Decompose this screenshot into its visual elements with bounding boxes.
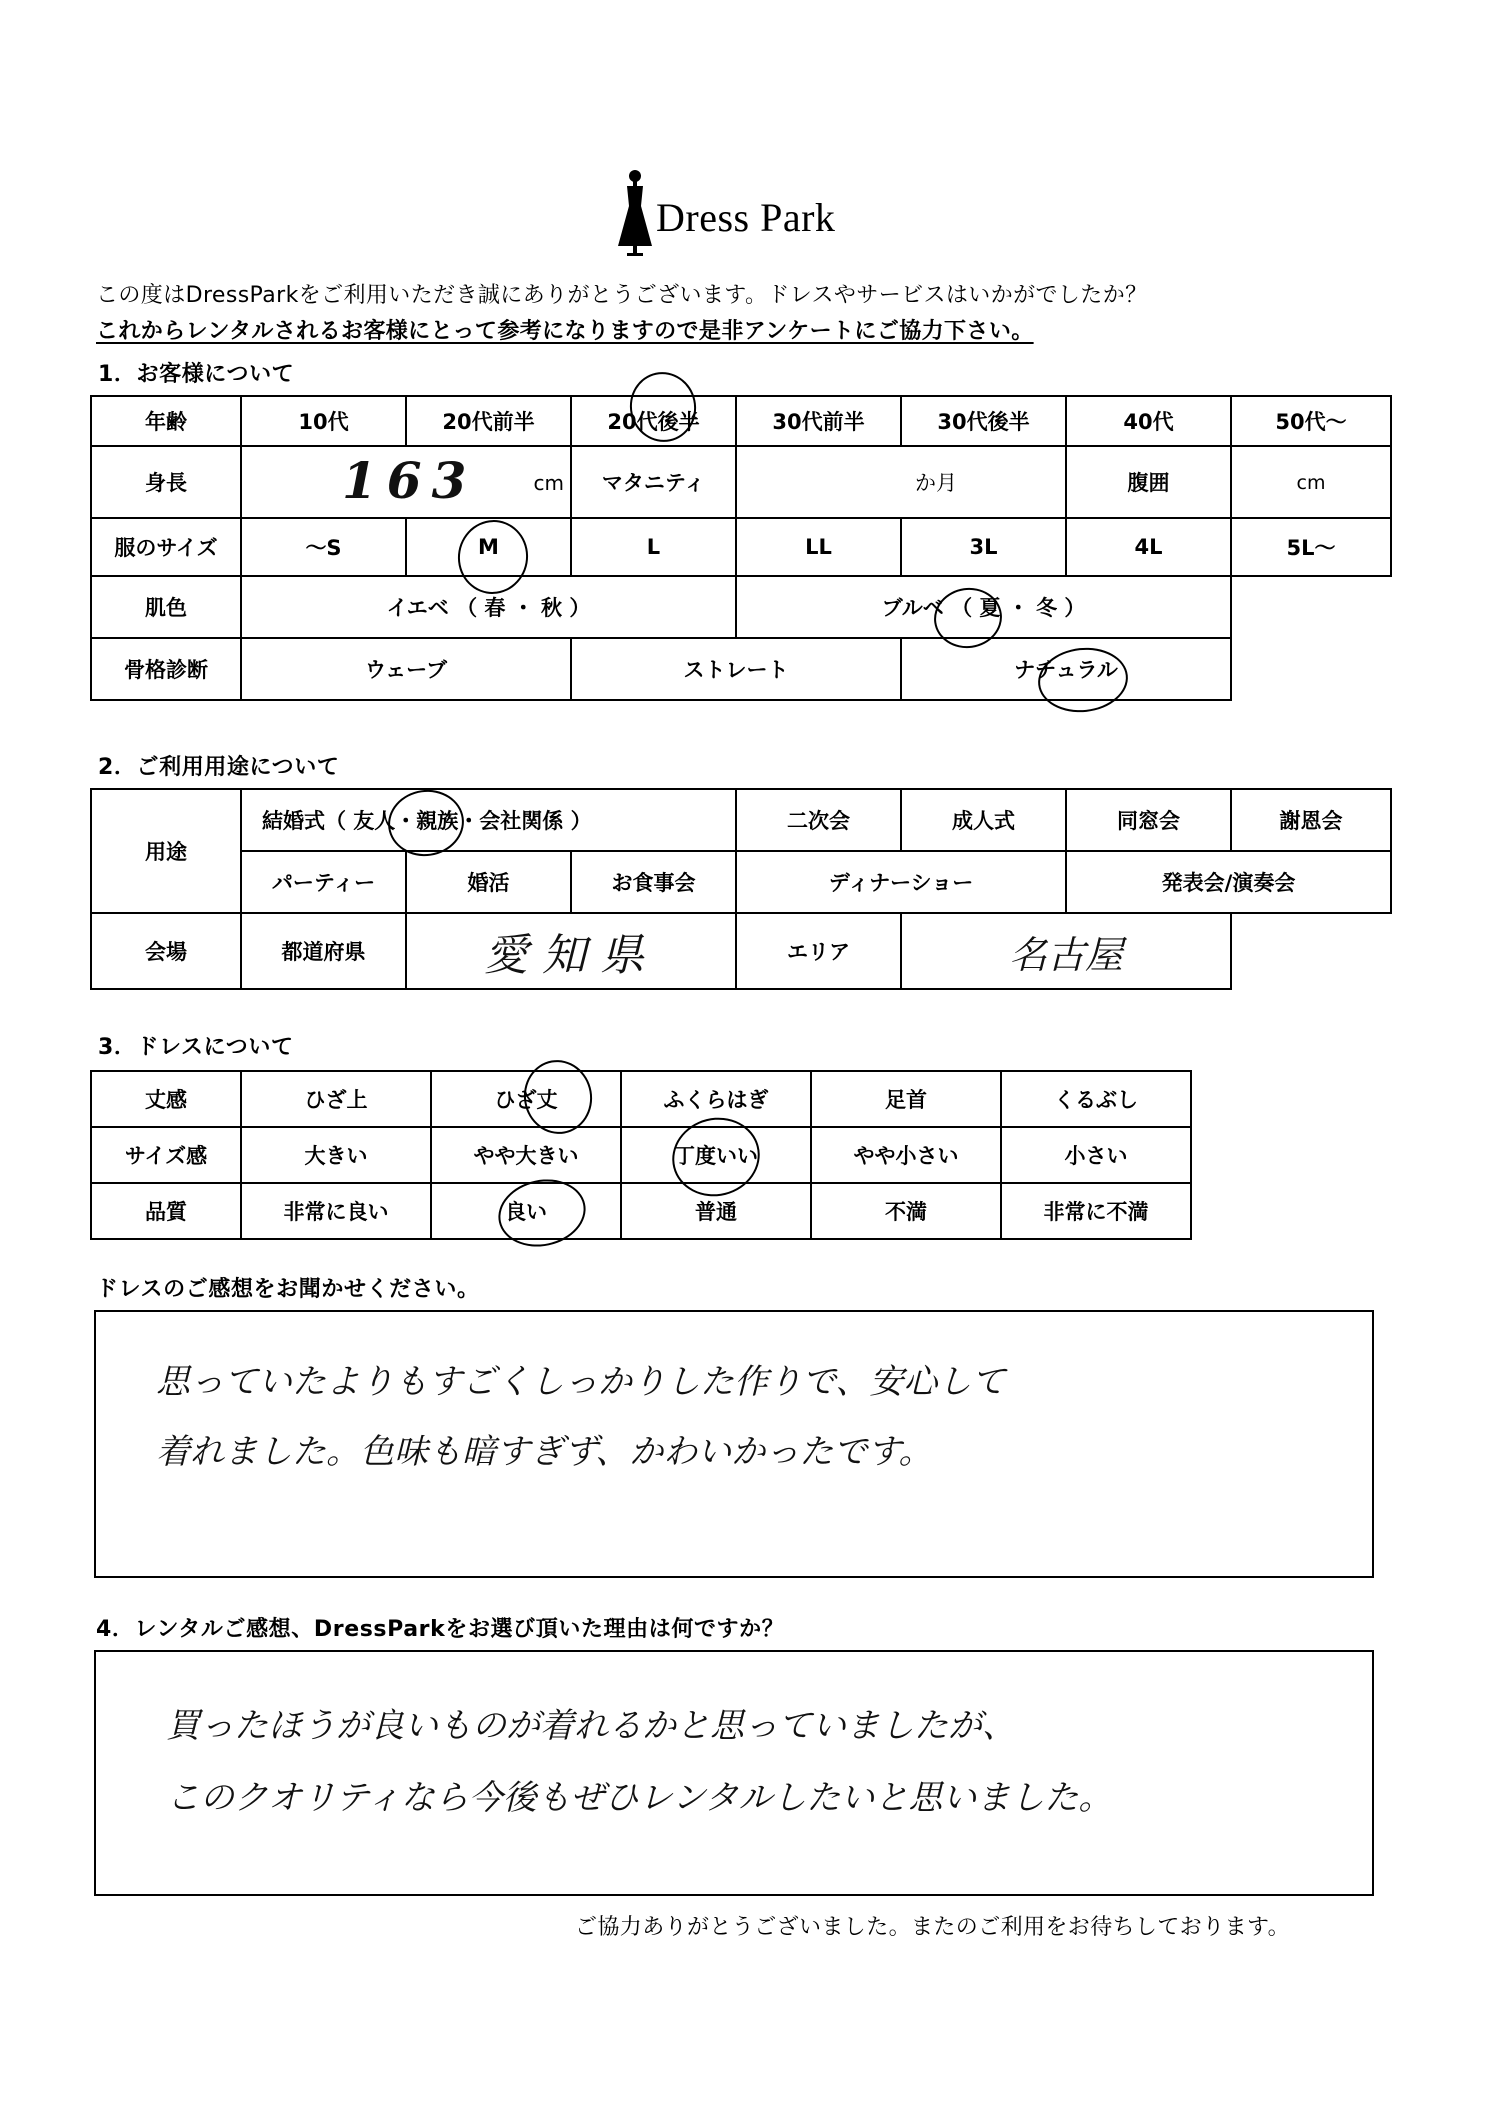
area-label: エリア	[736, 913, 901, 989]
size-option[interactable]: 4L	[1066, 518, 1231, 576]
height-label: 身長	[91, 446, 241, 518]
purpose-label: 用途	[91, 789, 241, 913]
fit-option-selected[interactable]: 丁度いい	[621, 1127, 811, 1183]
length-row	[91, 1071, 1191, 1127]
impressions-line-2: 着れました。色味も暗すぎず、かわいかったです。	[156, 1432, 933, 1472]
fit-option[interactable]: 大きい	[241, 1127, 431, 1183]
waist-label: 腹囲	[1066, 446, 1231, 518]
impressions-box[interactable]	[94, 1310, 1374, 1578]
reason-line-1: 買ったほうが良いものが着れるかと思っていましたが、	[166, 1706, 1016, 1746]
footer-thanks: ご協力ありがとうございました。またのご利用をお待ちしております。	[575, 1915, 1291, 1940]
skeleton-option[interactable]: ストレート	[571, 638, 901, 700]
quality-row	[91, 1183, 1191, 1239]
quality-option[interactable]: 不満	[811, 1183, 1001, 1239]
area-value: 名古屋	[1009, 932, 1124, 977]
size-option[interactable]: 5L～	[1231, 518, 1391, 576]
age-option[interactable]: 10代	[241, 396, 406, 446]
size-option[interactable]: 3L	[901, 518, 1066, 576]
skeleton-row	[91, 638, 1391, 700]
intro-request: これからレンタルされるお客様にとって参考になりますので是非アンケートにご協力下さい。	[96, 319, 1034, 344]
fit-label: サイズ感	[91, 1127, 241, 1183]
length-option-selected[interactable]: ひざ丈	[431, 1071, 621, 1127]
age-row	[91, 396, 1391, 446]
body-row	[91, 446, 1391, 518]
age-label: 年齢	[91, 396, 241, 446]
length-option[interactable]: ふくらはぎ	[621, 1071, 811, 1127]
reason-box[interactable]	[94, 1650, 1374, 1896]
purpose-option[interactable]: お食事会	[571, 851, 736, 913]
section4-title: 4．レンタルご感想、DressParkをお選び頂いた理由は何ですか？	[96, 1617, 785, 1642]
reason-line-2: このクオリティなら今後もぜひレンタルしたいと思いました。	[166, 1778, 1113, 1818]
size-option-selected[interactable]: M	[406, 518, 571, 576]
age-option[interactable]: 30代後半	[901, 396, 1066, 446]
height-value: 163	[342, 451, 477, 510]
fit-row	[91, 1127, 1191, 1183]
impressions-label: ドレスのご感想をお聞かせください。	[96, 1277, 480, 1302]
dress-logo-icon	[612, 168, 658, 258]
height-field[interactable]	[241, 446, 571, 518]
area-field[interactable]	[901, 913, 1231, 989]
quality-option[interactable]: 普通	[621, 1183, 811, 1239]
purpose-option[interactable]: 謝恩会	[1231, 789, 1391, 851]
purpose-option[interactable]: ディナーショー	[736, 851, 1066, 913]
intro-text: この度はDressParkをご利用いただき誠にありがとうございます。ドレスやサービスはいかがでしたか？	[96, 283, 1148, 308]
dress-table	[90, 1070, 1192, 1240]
purpose-row-1	[91, 789, 1391, 851]
venue-label: 会場	[91, 913, 241, 989]
fit-option[interactable]: やや大きい	[431, 1127, 621, 1183]
brand-name: Dress Park	[656, 195, 836, 240]
length-option[interactable]: くるぶし	[1001, 1071, 1191, 1127]
length-option[interactable]: ひざ上	[241, 1071, 431, 1127]
size-option[interactable]: LL	[736, 518, 901, 576]
section1-title: 1．お客様について	[98, 362, 295, 387]
purpose-option[interactable]: 発表会/演奏会	[1066, 851, 1391, 913]
section3-title: 3．ドレスについて	[98, 1035, 294, 1060]
maternity-label: マタニティ	[571, 446, 736, 518]
age-option[interactable]: 50代～	[1231, 396, 1391, 446]
customer-table	[90, 395, 1392, 701]
purpose-option[interactable]: パーティー	[241, 851, 406, 913]
age-option[interactable]: 30代前半	[736, 396, 901, 446]
purpose-wedding-option[interactable]: 結婚式（ 友人・親族・会社関係 ）	[241, 789, 736, 851]
skin-label: 肌色	[91, 576, 241, 638]
waist-field[interactable]	[1231, 446, 1391, 518]
age-option-selected[interactable]: 20代後半	[571, 396, 736, 446]
usage-table	[90, 788, 1392, 990]
purpose-option[interactable]: 同窓会	[1066, 789, 1231, 851]
quality-label: 品質	[91, 1183, 241, 1239]
skin-yellow-option[interactable]: イエベ （ 春 ・ 秋 ）	[241, 576, 736, 638]
size-option[interactable]: L	[571, 518, 736, 576]
prefecture-label: 都道府県	[241, 913, 406, 989]
size-row	[91, 518, 1391, 576]
skeleton-label: 骨格診断	[91, 638, 241, 700]
age-option[interactable]: 20代前半	[406, 396, 571, 446]
quality-option[interactable]: 非常に不満	[1001, 1183, 1191, 1239]
height-unit: cm	[533, 471, 564, 495]
quality-option[interactable]: 非常に良い	[241, 1183, 431, 1239]
skin-row	[91, 576, 1391, 638]
length-option[interactable]: 足首	[811, 1071, 1001, 1127]
purpose-option[interactable]: 成人式	[901, 789, 1066, 851]
size-label: 服のサイズ	[91, 518, 241, 576]
quality-option-selected[interactable]: 良い	[431, 1183, 621, 1239]
purpose-row-2	[91, 851, 1391, 913]
purpose-option[interactable]: 婚活	[406, 851, 571, 913]
maternity-unit: か月	[915, 471, 957, 495]
purpose-option[interactable]: 二次会	[736, 789, 901, 851]
section2-title: 2．ご利用用途について	[98, 755, 340, 780]
length-label: 丈感	[91, 1071, 241, 1127]
venue-row	[91, 913, 1391, 989]
age-option[interactable]: 40代	[1066, 396, 1231, 446]
prefecture-value: 愛知県	[484, 930, 658, 981]
prefecture-field[interactable]	[406, 913, 736, 989]
skin-blue-option[interactable]: ブルベ （ 夏 ・ 冬 ）	[736, 576, 1231, 638]
fit-option[interactable]: 小さい	[1001, 1127, 1191, 1183]
fit-option[interactable]: やや小さい	[811, 1127, 1001, 1183]
size-option[interactable]: ～S	[241, 518, 406, 576]
impressions-line-1: 思っていたよりもすごくしっかりした作りで、安心して	[156, 1362, 1006, 1402]
skeleton-option[interactable]: ウェーブ	[241, 638, 571, 700]
maternity-field[interactable]	[736, 446, 1066, 518]
skeleton-option-selected[interactable]: ナチュラル	[901, 638, 1231, 700]
waist-unit: cm	[1296, 472, 1326, 494]
